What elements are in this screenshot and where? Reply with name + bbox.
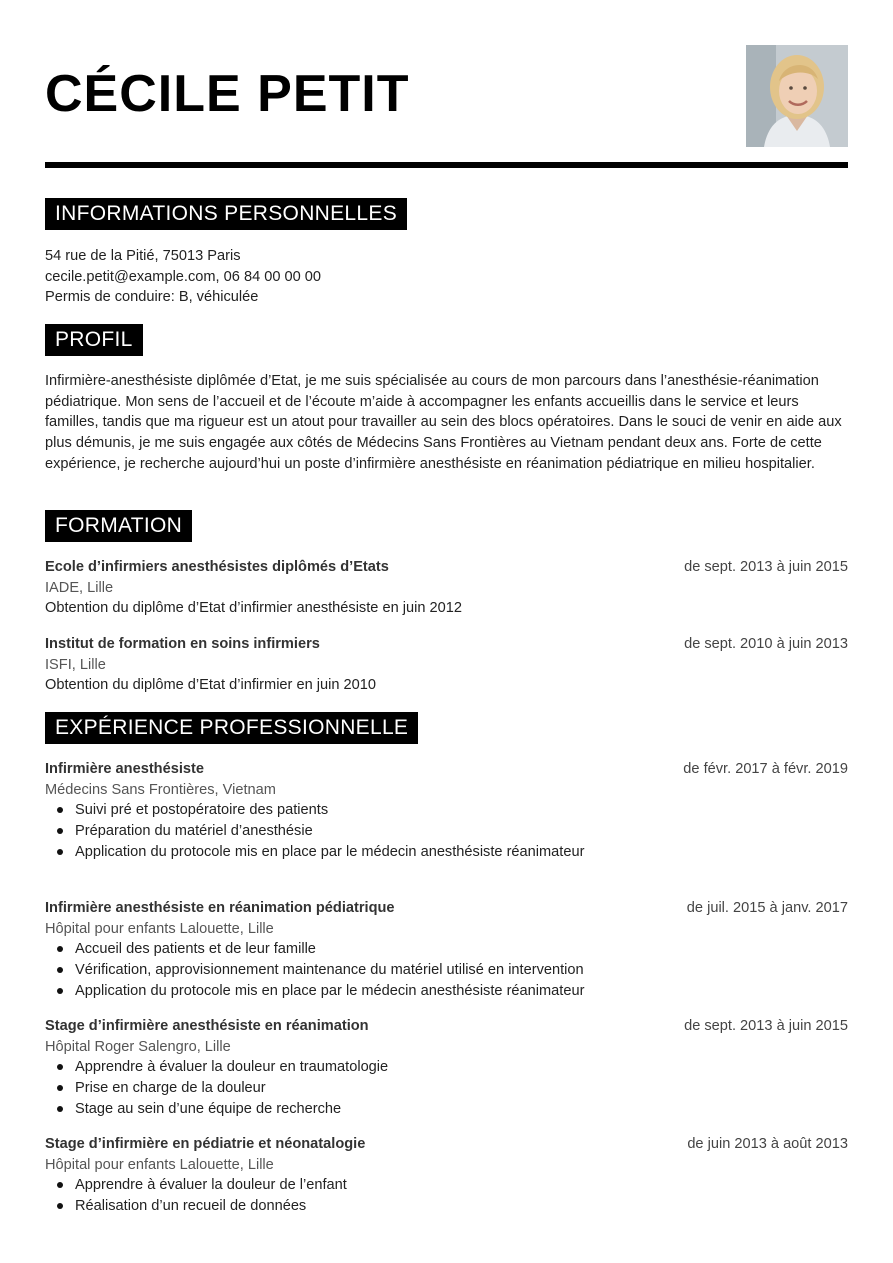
education-detail: Obtention du diplôme d’Etat d’infirmier en juin 2010	[45, 677, 376, 694]
task-item: Apprendre à évaluer la douleur en traumatologie	[45, 1057, 725, 1078]
experience-dates: de sept. 2013 à juin 2015	[684, 1018, 848, 1034]
section-title-personal: INFORMATIONS PERSONNELLES	[45, 198, 407, 230]
section-title-education: FORMATION	[45, 510, 192, 542]
task-item: Suivi pré et postopératoire des patients	[45, 800, 725, 821]
experience-title: Stage d’infirmière en pédiatrie et néonatalogie	[45, 1136, 366, 1152]
experience-title: Infirmière anesthésiste en réanimation pédiatrique	[45, 900, 395, 916]
license-line: Permis de conduire: B, véhiculée	[45, 289, 259, 306]
task-item: Vérification, approvisionnement maintenance du matériel utilisé en intervention	[45, 960, 725, 981]
header-divider	[45, 162, 848, 168]
section-title-experience: EXPÉRIENCE PROFESSIONNELLE	[45, 712, 418, 744]
profile-summary	[45, 371, 848, 475]
education-detail: Obtention du diplôme d’Etat d’infirmier anesthésiste en juin 2012	[45, 600, 462, 617]
task-list	[45, 1057, 725, 1119]
education-place: IADE, Lille	[45, 579, 114, 596]
experience-dates: de févr. 2017 à févr. 2019	[683, 761, 848, 777]
task-item: Réalisation d’un recueil de données	[45, 1196, 725, 1217]
contact-line: cecile.petit@example.com, 06 84 00 00 00	[45, 268, 322, 285]
education-entry	[45, 557, 645, 619]
task-list	[45, 1175, 725, 1216]
experience-dates: de juin 2013 à août 2013	[687, 1136, 848, 1152]
task-item: Application du protocole mis en place par le médecin anesthésiste réanimateur	[45, 981, 725, 1002]
experience-entry	[45, 1016, 725, 1120]
section-title-profile: PROFIL	[45, 324, 143, 356]
task-item: Préparation du matériel d’anesthésie	[45, 821, 725, 842]
address-line: 54 rue de la Pitié, 75013 Paris	[45, 248, 241, 264]
task-item: Prise en charge de la douleur	[45, 1078, 725, 1099]
profile-photo	[746, 45, 848, 147]
experience-entry	[45, 1134, 725, 1217]
education-title: Ecole d’infirmiers anesthésistes diplômés d’Etats	[45, 559, 389, 575]
task-item: Stage au sein d’une équipe de recherche	[45, 1099, 725, 1120]
portrait-illustration	[746, 45, 848, 147]
task-item: Accueil des patients et de leur famille	[45, 939, 725, 960]
education-dates: de sept. 2013 à juin 2015	[684, 559, 848, 575]
task-list	[45, 800, 725, 862]
experience-employer: Médecins Sans Frontières, Vietnam	[45, 781, 276, 798]
personal-info	[45, 246, 321, 308]
task-item: Apprendre à évaluer la douleur de l’enfant	[45, 1175, 725, 1196]
education-title: Institut de formation en soins infirmiers	[45, 636, 320, 652]
profile-text: Infirmière-anesthésiste diplômée d’Etat, je me suis spécialisée au cours de mon parcours dans l’anesthésie-réanimation pédiatrique. Mon sens de l’accueil et de l’écoute m’aide à accompagner les enfants accueillis dans le service et leurs familles, tandis que ma rigueur est un atout pour travailler au sein des blocs opératoires. Dans le souci de venir en aide aux plus démunis, je me suis engagée aux côtés de Médecins Sans Frontières au Vietnam pendant deux ans. Forte de cette expérience, je recherche aujourd’hui un poste d’infirmière anesthésiste en réanimation pédiatrique en milieu hospitalier.	[45, 373, 842, 472]
task-list	[45, 939, 725, 1001]
candidate-name: CÉCILE PETIT	[45, 65, 410, 123]
experience-employer: Hôpital pour enfants Lalouette, Lille	[45, 920, 274, 937]
experience-title: Stage d’infirmière anesthésiste en réanimation	[45, 1018, 369, 1034]
education-entry	[45, 634, 645, 696]
experience-employer: Hôpital Roger Salengro, Lille	[45, 1038, 231, 1055]
education-dates: de sept. 2010 à juin 2013	[684, 636, 848, 652]
experience-title: Infirmière anesthésiste	[45, 761, 204, 777]
education-place: ISFI, Lille	[45, 656, 106, 673]
task-item: Application du protocole mis en place par le médecin anesthésiste réanimateur	[45, 842, 725, 863]
experience-entry	[45, 898, 725, 1002]
experience-employer: Hôpital pour enfants Lalouette, Lille	[45, 1156, 274, 1173]
experience-dates: de juil. 2015 à janv. 2017	[686, 900, 848, 916]
experience-entry	[45, 759, 725, 863]
